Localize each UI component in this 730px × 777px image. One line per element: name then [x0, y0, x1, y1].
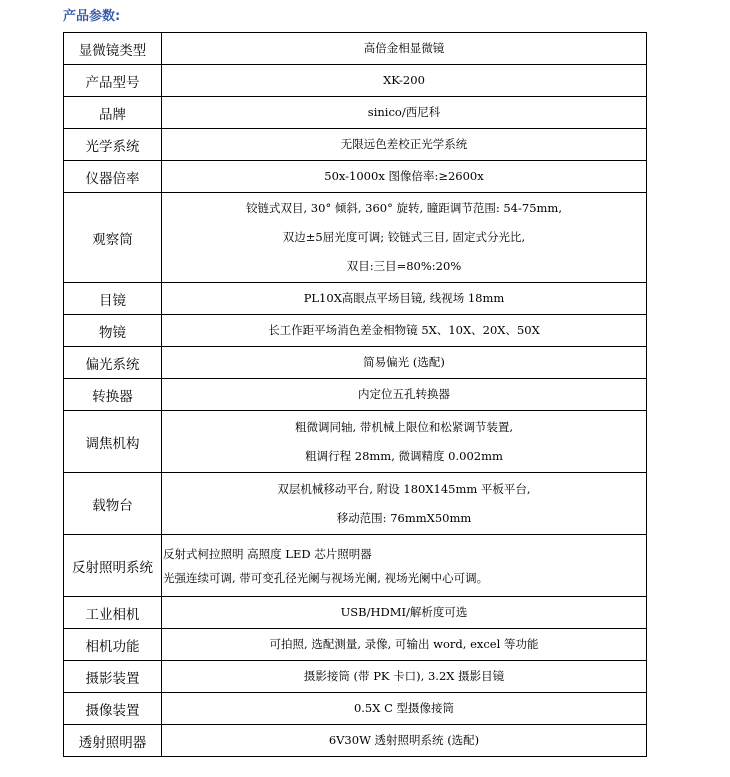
table-row — [64, 693, 647, 725]
row-value-line: 长工作距平场消色差金相物镜 5X、10X、20X、50X — [268, 323, 540, 337]
row-value — [162, 97, 647, 129]
table-row — [64, 597, 647, 629]
table-row — [64, 129, 647, 161]
row-value — [162, 193, 647, 283]
row-label: 载物台 — [64, 473, 162, 535]
row-value-line: 粗微调同轴, 带机械上限位和松紧调节装置, — [295, 419, 513, 434]
row-value-line: 铰链式双目, 30° 倾斜, 360° 旋转, 瞳距调节范围: 54-75mm, — [246, 201, 562, 215]
row-value — [162, 283, 647, 315]
row-value-line: 高倍金相显微镜 — [363, 41, 445, 55]
table-row — [64, 473, 647, 535]
row-label: 转换器 — [64, 379, 162, 411]
row-value-line: 双层机械移动平台, 附设 180X145mm 平板平台, — [277, 481, 531, 496]
row-value-line: 无限远色差校正光学系统 — [340, 137, 468, 151]
row-value — [162, 535, 647, 597]
row-value-line: PL10X高眼点平场目镜, 线视场 18mm — [303, 291, 505, 305]
row-value — [162, 315, 647, 347]
table-row — [64, 379, 647, 411]
row-value — [162, 725, 647, 757]
row-value — [162, 661, 647, 693]
row-label: 摄像装置 — [64, 693, 162, 725]
spec-table — [63, 32, 647, 757]
table-row — [64, 161, 647, 193]
row-label: 目镜 — [64, 283, 162, 315]
row-label: 观察筒 — [64, 193, 162, 283]
row-value-line: XK-200 — [383, 73, 425, 87]
row-label: 光学系统 — [64, 129, 162, 161]
table-row — [64, 97, 647, 129]
row-label: 仪器倍率 — [64, 161, 162, 193]
row-label: 品牌 — [64, 97, 162, 129]
row-value-line: 反射式柯拉照明 高照度 LED 芯片照明器 — [163, 546, 372, 561]
row-label: 产品型号 — [64, 65, 162, 97]
row-label: 偏光系统 — [64, 347, 162, 379]
row-label: 反射照明系统 — [64, 535, 162, 597]
row-value-line: 移动范围: 76mmX50mm — [336, 510, 472, 525]
table-row — [64, 65, 647, 97]
row-label: 物镜 — [64, 315, 162, 347]
table-row — [64, 33, 647, 65]
row-label: 相机功能 — [64, 629, 162, 661]
row-label: 工业相机 — [64, 597, 162, 629]
row-value-line: USB/HDMI/解析度可选 — [340, 605, 468, 619]
table-row — [64, 725, 647, 757]
table-row — [64, 535, 647, 597]
row-value — [162, 473, 647, 535]
row-value-line: 粗调行程 28mm, 微调精度 0.002mm — [305, 448, 503, 463]
row-value — [162, 629, 647, 661]
spec-table-body — [64, 33, 647, 757]
row-value-line: 双边±5屈光度可调; 铰链式三目, 固定式分光比, — [282, 230, 526, 244]
row-value-line: 光强连续可调, 带可变孔径光阑与视场光阑, 视场光阑中心可调。 — [163, 570, 489, 585]
row-value — [162, 411, 647, 473]
section-title: 产品参数: — [63, 9, 121, 24]
table-row — [64, 411, 647, 473]
row-value-line: 摄影接筒 (带 PK 卡口), 3.2X 摄影目镜 — [303, 669, 505, 683]
table-row — [64, 347, 647, 379]
row-label: 调焦机构 — [64, 411, 162, 473]
row-value-line: 6V30W 透射照明系统 (选配) — [328, 733, 480, 747]
row-value — [162, 129, 647, 161]
row-value — [162, 379, 647, 411]
table-row — [64, 629, 647, 661]
table-row — [64, 283, 647, 315]
row-value-line: 内定位五孔转换器 — [358, 387, 450, 401]
table-row — [64, 661, 647, 693]
row-label: 摄影装置 — [64, 661, 162, 693]
row-value — [162, 161, 647, 193]
row-value-line: 可拍照, 选配测量, 录像, 可输出 word, excel 等功能 — [269, 637, 539, 651]
row-value-line: 简易偏光 (选配) — [363, 355, 445, 369]
row-value — [162, 693, 647, 725]
row-value — [162, 33, 647, 65]
row-value — [162, 347, 647, 379]
row-label: 显微镜类型 — [64, 33, 162, 65]
row-value-line: sinico/西尼科 — [367, 105, 441, 119]
row-value — [162, 65, 647, 97]
row-value-line: 0.5X C 型摄像接筒 — [353, 701, 455, 715]
row-value-line: 双目:三目=80%:20% — [346, 259, 462, 273]
table-row — [64, 315, 647, 347]
row-label: 透射照明器 — [64, 725, 162, 757]
table-row — [64, 193, 647, 283]
row-value-line: 50x-1000x 图像倍率:≥2600x — [324, 169, 484, 183]
row-value — [162, 597, 647, 629]
